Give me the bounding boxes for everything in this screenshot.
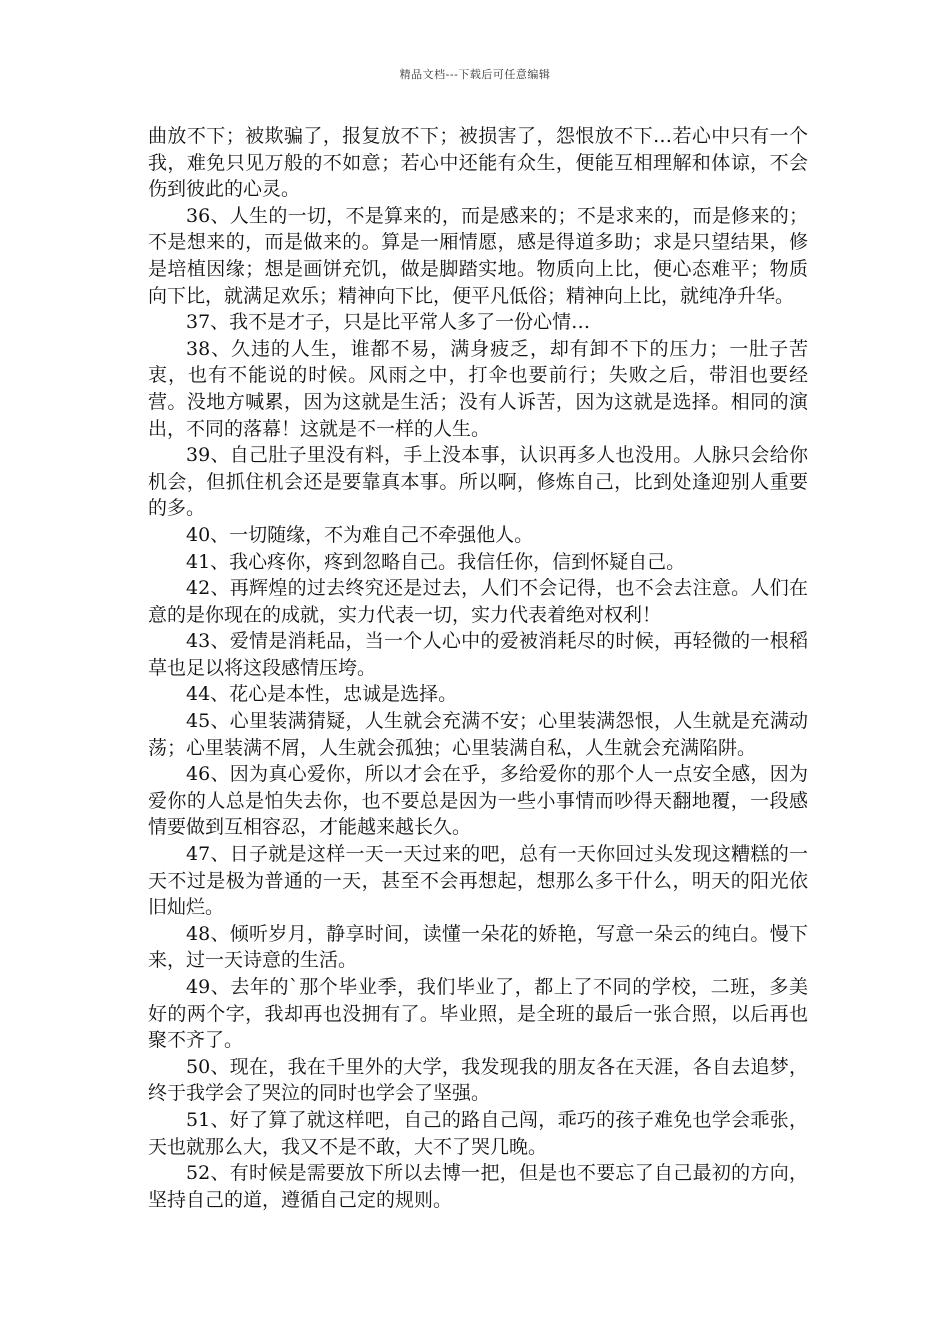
paragraph-52: 52、有时候是需要放下所以去博一把，但是也不要忘了自己最初的方向，坚持自己的道，遵循自己定的规则。 <box>148 1162 808 1211</box>
paragraph-44: 44、花心是本性，忠诚是选择。 <box>186 683 458 706</box>
paragraph-40: 40、一切随缘，不为难自己不牵强他人。 <box>186 523 534 546</box>
paragraph-38: 38、久违的人生，谁都不易，满身疲乏，却有卸不下的压力；一肚子苦衷，也有不能说的时候。风雨之中，打伞也要前行；失败之后，带泪也要经营。没地方喊累，因为这就是生活；没有人诉苦，因为这就是选择。相同的演出，不同的落幕！这就是不一样的人生。 <box>148 337 808 440</box>
document-body <box>148 123 808 1213</box>
paragraph-37: 37、我不是才子，只是比平常人多了一份心情… <box>186 311 591 334</box>
paragraph-39: 39、自己肚子里没有料，手上没本事，认识再多人也没用。人脉只会给你机会，但抓住机会还是要靠真本事。所以啊，修炼自己，比到处逢迎别人重要的多。 <box>148 444 808 520</box>
paragraph-50: 50、现在，我在千里外的大学，我发现我的朋友各在天涯，各自去追梦，终于我学会了哭泣的同时也学会了坚强。 <box>148 1055 808 1105</box>
paragraph-46: 46、因为真心爱你，所以才会在乎，多给爱你的那个人一点安全感，因为爱你的人总是怕失去你，也不要总是因为一些小事情而吵得天翻地覆，一段感情要做到互相容忍，才能越来越长久。 <box>148 763 808 839</box>
paragraph-42: 42、再辉煌的过去终究还是过去，人们不会记得，也不会去注意。人们在意的是你现在的成就，实力代表一切，实力代表着绝对权利！ <box>148 577 808 626</box>
paragraph-41: 41、我心疼你，疼到忽略自己。我信任你，信到怀疑自己。 <box>186 550 686 573</box>
paragraph-45: 45、心里装满猜疑，人生就会充满不安；心里装满怨恨，人生就是充满动荡；心里装满不屑，人生就会孤独；心里装满自私，人生就会充满陷阱。 <box>148 710 808 759</box>
page-header: 精品文档---下载后可任意编辑 <box>399 68 551 81</box>
paragraph-continued: 曲放不下；被欺骗了，报复放不下；被损害了，怨恨放不下…若心中只有一个我，难免只见万般的不如意；若心中还能有众生，便能互相理解和体谅，不会伤到彼此的心灵。 <box>148 125 808 201</box>
paragraph-47: 47、日子就是这样一天一天过来的吧，总有一天你回过头发现这糟糕的一天不过是极为普通的一天，甚至不会再想起，想那么多干什么，明天的阳光依旧灿烂。 <box>148 843 808 919</box>
paragraph-51: 51、好了算了就这样吧，自己的路自己闯，乖巧的孩子难免也学会乖张，天也就那么大，我又不是不敢，大不了哭几晚。 <box>148 1108 808 1158</box>
paragraph-48: 48、倾听岁月，静享时间，读懂一朵花的娇艳，写意一朵云的纯白。慢下来，过一天诗意的生活。 <box>148 922 808 972</box>
paragraph-36: 36、人生的一切，不是算来的，而是感来的；不是求来的，而是修来的；不是想来的，而是做来的。算是一厢情愿，感是得道多助；求是只望结果，修是培植因缘；想是画饼充饥，做是脚踏实地。物质向上比，便心态难平；物质向下比，就满足欢乐；精神向下比，便平凡低俗；精神向上比，就纯净升华。 <box>148 204 808 307</box>
paragraph-49: 49、去年的`那个毕业季，我们毕业了，都上了不同的学校，二班，多美好的两个字，我却再也没拥有了。毕业照，是全班的最后一张合照，以后再也聚不齐了。 <box>148 976 808 1052</box>
paragraph-43: 43、爱情是消耗品，当一个人心中的爱被消耗尽的时候，再轻微的一根稻草也足以将这段感情压垮。 <box>148 630 808 679</box>
